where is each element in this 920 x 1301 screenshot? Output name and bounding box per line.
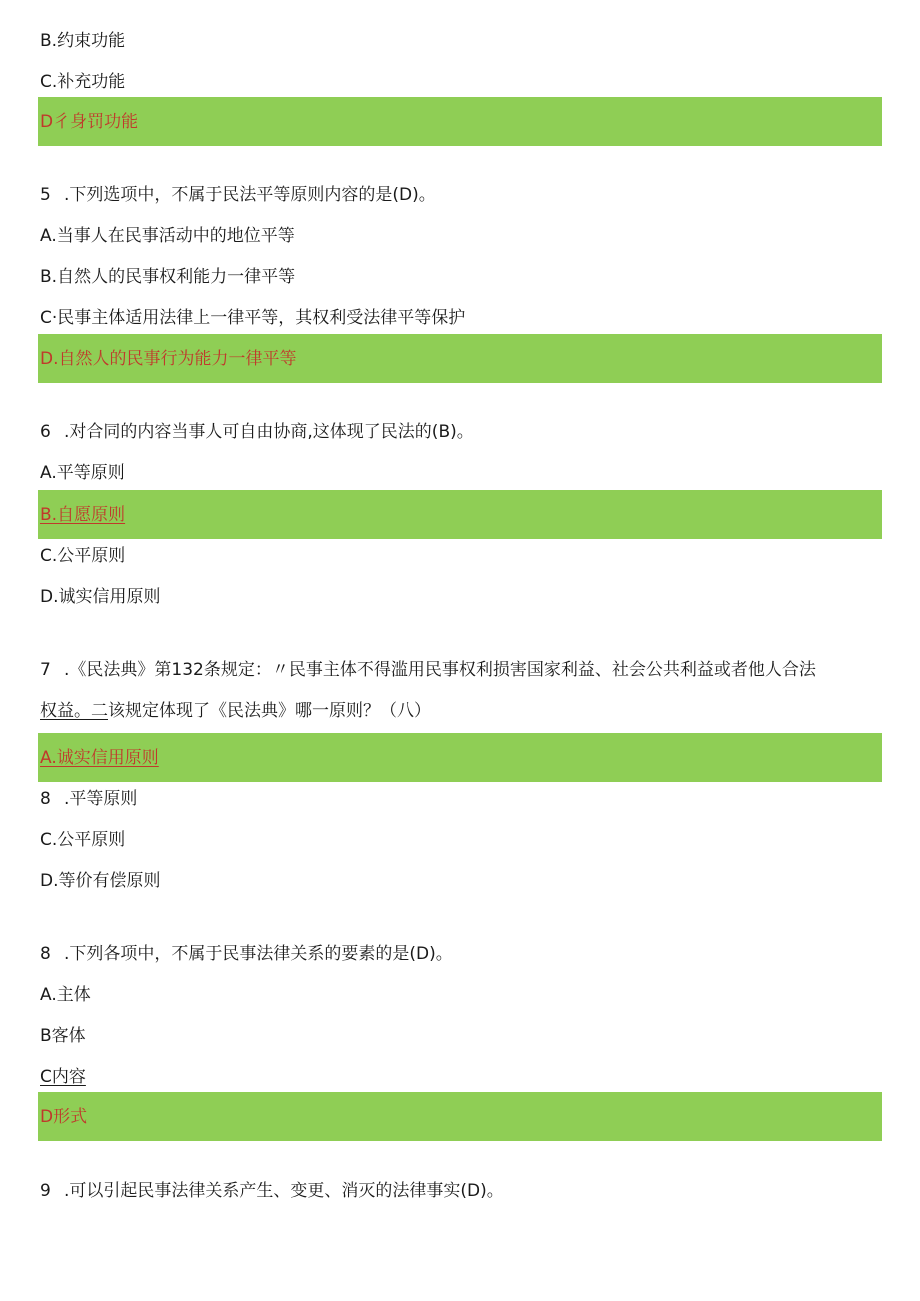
question-8: [40, 943, 453, 965]
answer-highlight-q8: [38, 1092, 882, 1141]
answer-highlight-q5: [38, 334, 882, 383]
question-7-text-line1: .《民法典》第132条规定：〃民事主体不得滥用民事权利损害国家利益、社会公共利益或者他人合法: [64, 660, 816, 680]
question-6-number: 6: [40, 422, 51, 442]
option-q4-b: B.约束功能: [40, 31, 126, 51]
option-q7-b-number: 8: [40, 789, 51, 809]
answer-highlight-q4: [38, 97, 882, 146]
question-9-number: 9: [40, 1181, 51, 1201]
answer-highlight-q7: [38, 733, 882, 782]
option-q7-a-answer: A.诚实信用原则: [40, 748, 159, 768]
question-7-text-line2a: 权益。二: [40, 701, 108, 721]
question-6: [40, 421, 474, 443]
option-q6-c: C.公平原则: [40, 546, 126, 566]
question-7-text-line2b: 该规定体现了《民法典》哪一原则？（八）: [108, 701, 431, 721]
option-q7-b-text: .平等原则: [64, 789, 138, 809]
option-q6-b-answer: B.自愿原则: [40, 505, 126, 525]
option-q8-a: A.主体: [40, 985, 91, 1005]
option-q8-d-answer: D形式: [40, 1107, 88, 1127]
option-q5-d-answer: D.自然人的民事行为能力一律平等: [40, 349, 297, 369]
question-5: [40, 184, 436, 206]
question-8-text: .下列各项中，不属于民事法律关系的要素的是(D)。: [64, 944, 453, 964]
question-5-text: .下列选项中，不属于民法平等原则内容的是(D)。: [64, 185, 436, 205]
option-q7-d: D.等价有偿原则: [40, 871, 161, 891]
question-6-text: .对合同的内容当事人可自由协商,这体现了民法的(B)。: [64, 422, 474, 442]
question-7: [40, 659, 816, 681]
option-q7-b: [40, 788, 137, 810]
option-q8-b: B客体: [40, 1026, 86, 1046]
question-5-number: 5: [40, 185, 51, 205]
option-q8-c: C内容: [40, 1067, 86, 1087]
option-q4-d-answer: D彳身罚功能: [40, 112, 139, 132]
option-q6-a: A.平等原则: [40, 463, 125, 483]
option-q4-c: C.补充功能: [40, 72, 126, 92]
question-9-text: .可以引起民事法律关系产生、变更、消灭的法律事实(D)。: [64, 1181, 504, 1201]
option-q5-b: B.自然人的民事权利能力一律平等: [40, 267, 296, 287]
question-7-number: 7: [40, 660, 51, 680]
option-q6-d: D.诚实信用原则: [40, 587, 161, 607]
question-9: [40, 1180, 504, 1202]
question-8-number: 8: [40, 944, 51, 964]
option-q5-c: C·民事主体适用法律上一律平等，其权利受法律平等保护: [40, 308, 466, 328]
option-q7-c: C.公平原则: [40, 830, 126, 850]
option-q5-a: A.当事人在民事活动中的地位平等: [40, 226, 295, 246]
answer-highlight-q6: [38, 490, 882, 539]
question-7-line2: [40, 700, 431, 722]
